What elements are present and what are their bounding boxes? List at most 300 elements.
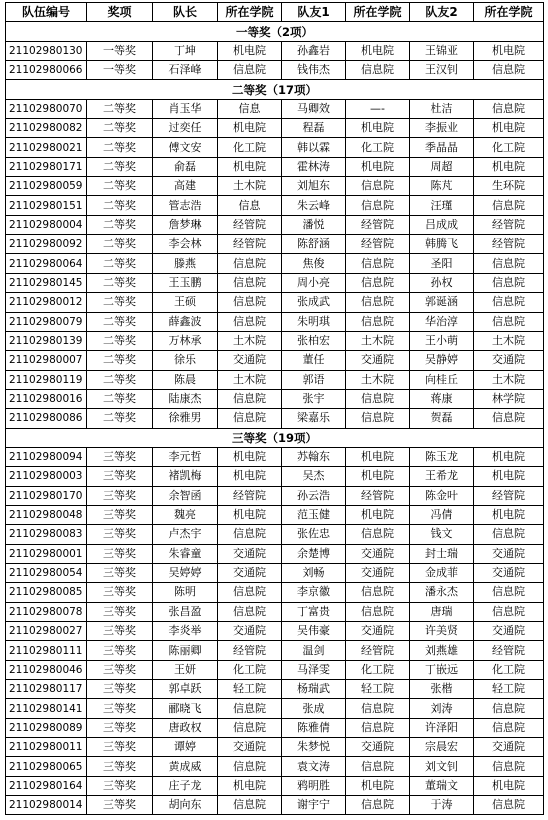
cell-member-2: 冯倩 — [410, 505, 474, 524]
cell-member-1: 吴杰 — [282, 467, 346, 486]
cell-captain-college: 信息院 — [218, 718, 282, 737]
cell-member-2-college: 信息院 — [474, 718, 544, 737]
cell-award: 三等奖 — [87, 505, 153, 524]
cell-member-2: 张楷 — [410, 680, 474, 699]
cell-member-1-college: 信息院 — [346, 389, 410, 408]
table-body — [6, 22, 544, 815]
table-row — [6, 544, 544, 563]
cell-captain: 魏亮 — [153, 505, 218, 524]
table-row — [6, 505, 544, 524]
table-row — [6, 563, 544, 582]
cell-captain-college: 机电院 — [218, 776, 282, 795]
table-row — [6, 525, 544, 544]
cell-member-1-college: 交通院 — [346, 738, 410, 757]
cell-member-1: 余楚博 — [282, 544, 346, 563]
cell-captain-college: 信息院 — [218, 389, 282, 408]
cell-member-2: 陈金叶 — [410, 486, 474, 505]
table-row — [6, 99, 544, 118]
cell-team-id: 21102980059 — [6, 177, 87, 196]
cell-member-1-college: 机电院 — [346, 505, 410, 524]
header-row — [6, 3, 544, 22]
cell-captain: 郭卓跃 — [153, 680, 218, 699]
cell-captain: 詹梦琳 — [153, 215, 218, 234]
cell-award: 二等奖 — [87, 119, 153, 138]
header-team-id: 队伍编号 — [6, 3, 87, 22]
cell-member-1: 刘畅 — [282, 563, 346, 582]
cell-member-1: 朱明琪 — [282, 312, 346, 331]
cell-member-2-college: 机电院 — [474, 505, 544, 524]
table-row — [6, 331, 544, 350]
cell-captain-college: 信息院 — [218, 757, 282, 776]
cell-member-2-college: 土木院 — [474, 331, 544, 350]
cell-team-id: 21102980119 — [6, 370, 87, 389]
cell-captain: 陈晨 — [153, 370, 218, 389]
cell-award: 三等奖 — [87, 699, 153, 718]
cell-team-id: 21102980046 — [6, 660, 87, 679]
cell-member-2: 钱文 — [410, 525, 474, 544]
table-row — [6, 409, 544, 428]
section-title: 一等奖（2项） — [6, 22, 544, 41]
cell-award: 三等奖 — [87, 738, 153, 757]
cell-captain-college: 信息院 — [218, 583, 282, 602]
cell-member-2: 吕成成 — [410, 215, 474, 234]
cell-member-1-college: 土木院 — [346, 331, 410, 350]
cell-award: 三等奖 — [87, 660, 153, 679]
cell-team-id: 21102980066 — [6, 61, 87, 80]
cell-captain-college: 机电院 — [218, 157, 282, 176]
cell-member-1-college: 机电院 — [346, 41, 410, 60]
cell-award: 三等奖 — [87, 680, 153, 699]
cell-award: 二等奖 — [87, 157, 153, 176]
cell-captain-college: 信息院 — [218, 312, 282, 331]
header-member-2-college: 所在学院 — [474, 3, 544, 22]
cell-member-2: 宗晨宏 — [410, 738, 474, 757]
cell-captain: 丁坤 — [153, 41, 218, 60]
cell-member-2-college: 信息院 — [474, 796, 544, 815]
cell-captain-college: 机电院 — [218, 41, 282, 60]
table-row — [6, 447, 544, 466]
section-header-row — [6, 80, 544, 99]
table-row — [6, 389, 544, 408]
cell-member-1-college: 信息院 — [346, 409, 410, 428]
cell-captain: 李会林 — [153, 235, 218, 254]
cell-member-2-college: 信息院 — [474, 602, 544, 621]
cell-captain-college: 信息院 — [218, 254, 282, 273]
table-row — [6, 738, 544, 757]
table-row — [6, 602, 544, 621]
cell-captain-college: 交通院 — [218, 622, 282, 641]
cell-award: 三等奖 — [87, 622, 153, 641]
cell-captain: 黄成威 — [153, 757, 218, 776]
cell-award: 二等奖 — [87, 312, 153, 331]
cell-member-2: 汪瑾 — [410, 196, 474, 215]
cell-captain: 吴婷婷 — [153, 563, 218, 582]
cell-member-2: 于涛 — [410, 796, 474, 815]
cell-captain: 过奕任 — [153, 119, 218, 138]
cell-captain: 卢杰宇 — [153, 525, 218, 544]
award-list — [5, 2, 544, 815]
cell-award: 三等奖 — [87, 583, 153, 602]
cell-team-id: 21102980083 — [6, 525, 87, 544]
cell-captain: 唐政权 — [153, 718, 218, 737]
cell-member-2: 吴静婷 — [410, 351, 474, 370]
cell-captain: 徐雅男 — [153, 409, 218, 428]
cell-captain-college: 机电院 — [218, 505, 282, 524]
cell-member-1: 陈舒涵 — [282, 235, 346, 254]
cell-member-1: 梁嘉乐 — [282, 409, 346, 428]
cell-award: 三等奖 — [87, 563, 153, 582]
cell-team-id: 21102980139 — [6, 331, 87, 350]
table-row — [6, 215, 544, 234]
header-award: 奖项 — [87, 3, 153, 22]
cell-member-2: 唐瑞 — [410, 602, 474, 621]
cell-captain: 陈丽卿 — [153, 641, 218, 660]
table-row — [6, 641, 544, 660]
cell-team-id: 21102980082 — [6, 119, 87, 138]
cell-member-1-college: 信息院 — [346, 757, 410, 776]
cell-member-1: 朱梦悦 — [282, 738, 346, 757]
cell-team-id: 21102980089 — [6, 718, 87, 737]
cell-member-1: 陈雅倩 — [282, 718, 346, 737]
cell-team-id: 21102980007 — [6, 351, 87, 370]
cell-member-1: 刘旭东 — [282, 177, 346, 196]
cell-member-2: 封士瑞 — [410, 544, 474, 563]
cell-member-1-college: 交通院 — [346, 622, 410, 641]
cell-team-id: 21102980001 — [6, 544, 87, 563]
table-row — [6, 351, 544, 370]
cell-member-2-college: 信息院 — [474, 254, 544, 273]
cell-award: 三等奖 — [87, 641, 153, 660]
cell-award: 二等奖 — [87, 235, 153, 254]
section-header-row — [6, 22, 544, 41]
table-row — [6, 660, 544, 679]
cell-team-id: 21102980111 — [6, 641, 87, 660]
table-row — [6, 41, 544, 60]
cell-member-1-college: 信息院 — [346, 699, 410, 718]
cell-member-1: 孙鑫岩 — [282, 41, 346, 60]
cell-captain-college: 土木院 — [218, 177, 282, 196]
cell-member-1-college: 经管院 — [346, 486, 410, 505]
header-member-1-college: 所在学院 — [346, 3, 410, 22]
cell-member-2: 陈芃 — [410, 177, 474, 196]
cell-team-id: 21102980016 — [6, 389, 87, 408]
cell-member-1: 董任 — [282, 351, 346, 370]
cell-member-2-college: 经管院 — [474, 215, 544, 234]
cell-member-2-college: 信息院 — [474, 196, 544, 215]
cell-member-2-college: 信息院 — [474, 312, 544, 331]
cell-member-1-college: 信息院 — [346, 61, 410, 80]
cell-award: 一等奖 — [87, 61, 153, 80]
cell-team-id: 21102980027 — [6, 622, 87, 641]
cell-member-1: 马泽雯 — [282, 660, 346, 679]
table-row — [6, 61, 544, 80]
cell-member-2-college: 化工院 — [474, 138, 544, 157]
cell-captain-college: 交通院 — [218, 738, 282, 757]
cell-member-2-college: 机电院 — [474, 157, 544, 176]
cell-member-1: 马卿效 — [282, 99, 346, 118]
cell-captain: 徐乐 — [153, 351, 218, 370]
cell-team-id: 21102980085 — [6, 583, 87, 602]
table-row — [6, 138, 544, 157]
section-title: 二等奖（17项） — [6, 80, 544, 99]
cell-award: 二等奖 — [87, 215, 153, 234]
section-header-row — [6, 428, 544, 447]
cell-captain-college: 信息 — [218, 196, 282, 215]
cell-captain: 傅文安 — [153, 138, 218, 157]
cell-team-id: 21102980170 — [6, 486, 87, 505]
cell-captain-college: 机电院 — [218, 447, 282, 466]
cell-member-1-college: 信息院 — [346, 583, 410, 602]
cell-member-1-college: 经管院 — [346, 235, 410, 254]
cell-member-2: 王汉钊 — [410, 61, 474, 80]
cell-member-2-college: 土木院 — [474, 370, 544, 389]
table-row — [6, 177, 544, 196]
cell-captain: 管志浩 — [153, 196, 218, 215]
cell-member-1-college: 化工院 — [346, 660, 410, 679]
cell-member-2-college: 信息院 — [474, 99, 544, 118]
cell-member-2-college: 经管院 — [474, 235, 544, 254]
cell-member-2: 丁嵌远 — [410, 660, 474, 679]
cell-member-1: 张佐忠 — [282, 525, 346, 544]
cell-award: 二等奖 — [87, 177, 153, 196]
cell-captain-college: 经管院 — [218, 641, 282, 660]
cell-captain-college: 化工院 — [218, 138, 282, 157]
cell-member-1: 朱云峰 — [282, 196, 346, 215]
cell-member-1: 袁文涛 — [282, 757, 346, 776]
cell-captain: 朱睿童 — [153, 544, 218, 563]
cell-member-2: 孙权 — [410, 273, 474, 292]
cell-member-1: 周小亮 — [282, 273, 346, 292]
cell-captain: 谭婷 — [153, 738, 218, 757]
cell-award: 二等奖 — [87, 409, 153, 428]
cell-award: 二等奖 — [87, 196, 153, 215]
cell-member-1-college: 经管院 — [346, 641, 410, 660]
cell-member-2: 董瑞文 — [410, 776, 474, 795]
cell-member-1-college: 信息院 — [346, 525, 410, 544]
cell-member-2: 王锦亚 — [410, 41, 474, 60]
award-table — [5, 2, 544, 815]
cell-member-2-college: 经管院 — [474, 486, 544, 505]
cell-captain: 王妍 — [153, 660, 218, 679]
cell-member-2: 华治淳 — [410, 312, 474, 331]
cell-award: 三等奖 — [87, 718, 153, 737]
cell-member-1: 杨瑞武 — [282, 680, 346, 699]
cell-member-1: 程磊 — [282, 119, 346, 138]
cell-award: 三等奖 — [87, 796, 153, 815]
cell-member-1: 张成武 — [282, 293, 346, 312]
cell-member-2-college: 经管院 — [474, 641, 544, 660]
cell-member-1: 苏翰东 — [282, 447, 346, 466]
cell-award: 三等奖 — [87, 467, 153, 486]
cell-captain: 余智函 — [153, 486, 218, 505]
cell-member-1-college: 土木院 — [346, 370, 410, 389]
section-title: 三等奖（19项） — [6, 428, 544, 447]
cell-award: 三等奖 — [87, 602, 153, 621]
cell-member-2: 季晶晶 — [410, 138, 474, 157]
cell-member-2: 许泽阳 — [410, 718, 474, 737]
cell-captain-college: 土木院 — [218, 331, 282, 350]
cell-team-id: 21102980070 — [6, 99, 87, 118]
cell-member-1-college: 信息院 — [346, 293, 410, 312]
cell-captain-college: 信息院 — [218, 409, 282, 428]
cell-member-2-college: 信息院 — [474, 525, 544, 544]
cell-member-2-college: 信息院 — [474, 409, 544, 428]
header-captain: 队长 — [153, 3, 218, 22]
cell-captain: 王玉鹏 — [153, 273, 218, 292]
cell-member-1-college: 轻工院 — [346, 680, 410, 699]
cell-team-id: 21102980145 — [6, 273, 87, 292]
table-row — [6, 486, 544, 505]
cell-member-1-college: 机电院 — [346, 157, 410, 176]
cell-captain-college: 机电院 — [218, 467, 282, 486]
cell-member-1-college: 机电院 — [346, 119, 410, 138]
cell-member-2-college: 交通院 — [474, 544, 544, 563]
table-row — [6, 776, 544, 795]
cell-captain: 张昌盈 — [153, 602, 218, 621]
cell-captain-college: 信息院 — [218, 293, 282, 312]
cell-award: 三等奖 — [87, 757, 153, 776]
table-row — [6, 254, 544, 273]
cell-member-2-college: 机电院 — [474, 119, 544, 138]
cell-captain-college: 交通院 — [218, 351, 282, 370]
cell-team-id: 21102980117 — [6, 680, 87, 699]
cell-member-2: 杜洁 — [410, 99, 474, 118]
cell-member-2: 蒋康 — [410, 389, 474, 408]
cell-captain-college: 交通院 — [218, 544, 282, 563]
cell-member-2: 刘文钊 — [410, 757, 474, 776]
cell-member-1: 霍林涛 — [282, 157, 346, 176]
cell-member-2-college: 信息院 — [474, 583, 544, 602]
cell-team-id: 21102980164 — [6, 776, 87, 795]
cell-team-id: 21102980021 — [6, 138, 87, 157]
cell-member-1-college: 机电院 — [346, 447, 410, 466]
cell-member-2-college: 信息院 — [474, 61, 544, 80]
cell-member-1-college: 经管院 — [346, 215, 410, 234]
cell-member-2-college: 生环院 — [474, 177, 544, 196]
cell-member-1-college: —- — [346, 99, 410, 118]
cell-captain-college: 信息院 — [218, 525, 282, 544]
cell-captain-college: 化工院 — [218, 660, 282, 679]
cell-captain: 胡向东 — [153, 796, 218, 815]
cell-team-id: 21102980171 — [6, 157, 87, 176]
cell-award: 二等奖 — [87, 370, 153, 389]
cell-team-id: 21102980092 — [6, 235, 87, 254]
cell-captain-college: 轻工院 — [218, 680, 282, 699]
cell-team-id: 21102980151 — [6, 196, 87, 215]
cell-member-1-college: 信息院 — [346, 177, 410, 196]
cell-member-2: 周超 — [410, 157, 474, 176]
cell-captain-college: 信息院 — [218, 602, 282, 621]
table-row — [6, 718, 544, 737]
cell-member-2: 陈玉龙 — [410, 447, 474, 466]
cell-member-2-college: 信息院 — [474, 273, 544, 292]
table-row — [6, 796, 544, 815]
cell-captain-college: 信息 — [218, 99, 282, 118]
cell-captain: 庄子龙 — [153, 776, 218, 795]
cell-award: 三等奖 — [87, 544, 153, 563]
cell-member-1: 吴伟豪 — [282, 622, 346, 641]
cell-captain: 李元哲 — [153, 447, 218, 466]
cell-captain-college: 信息院 — [218, 273, 282, 292]
cell-member-1: 焦俊 — [282, 254, 346, 273]
cell-award: 二等奖 — [87, 331, 153, 350]
cell-member-1: 谢宇宁 — [282, 796, 346, 815]
cell-captain: 滕燕 — [153, 254, 218, 273]
cell-member-1: 丁富贵 — [282, 602, 346, 621]
table-row — [6, 757, 544, 776]
cell-team-id: 21102980003 — [6, 467, 87, 486]
cell-member-2: 王小萌 — [410, 331, 474, 350]
cell-team-id: 21102980079 — [6, 312, 87, 331]
table-row — [6, 699, 544, 718]
cell-team-id: 21102980011 — [6, 738, 87, 757]
table-row — [6, 467, 544, 486]
table-row — [6, 273, 544, 292]
cell-captain: 陆康杰 — [153, 389, 218, 408]
header-member-1: 队友1 — [282, 3, 346, 22]
cell-member-1: 潘悦 — [282, 215, 346, 234]
cell-member-2: 韩腾飞 — [410, 235, 474, 254]
cell-member-2: 许美贤 — [410, 622, 474, 641]
cell-award: 二等奖 — [87, 254, 153, 273]
cell-captain-college: 信息院 — [218, 699, 282, 718]
cell-member-1: 李京徽 — [282, 583, 346, 602]
cell-member-1-college: 信息院 — [346, 273, 410, 292]
cell-team-id: 21102980141 — [6, 699, 87, 718]
cell-member-1: 孙云浩 — [282, 486, 346, 505]
cell-member-1-college: 机电院 — [346, 467, 410, 486]
header-captain-college: 所在学院 — [218, 3, 282, 22]
cell-member-2: 贺磊 — [410, 409, 474, 428]
cell-captain: 万林承 — [153, 331, 218, 350]
table-row — [6, 680, 544, 699]
cell-captain: 褚凯梅 — [153, 467, 218, 486]
table-row — [6, 622, 544, 641]
cell-member-1: 韩以霖 — [282, 138, 346, 157]
cell-team-id: 21102980014 — [6, 796, 87, 815]
cell-member-1-college: 化工院 — [346, 138, 410, 157]
cell-member-1-college: 信息院 — [346, 602, 410, 621]
cell-member-2: 圣阳 — [410, 254, 474, 273]
cell-member-2-college: 机电院 — [474, 41, 544, 60]
cell-member-2: 郭诞涵 — [410, 293, 474, 312]
cell-member-2: 李振业 — [410, 119, 474, 138]
cell-team-id: 21102980054 — [6, 563, 87, 582]
cell-member-2-college: 信息院 — [474, 699, 544, 718]
cell-captain: 石泽峰 — [153, 61, 218, 80]
cell-team-id: 21102980094 — [6, 447, 87, 466]
cell-member-2-college: 信息院 — [474, 293, 544, 312]
cell-member-2-college: 机电院 — [474, 776, 544, 795]
cell-award: 三等奖 — [87, 447, 153, 466]
cell-captain-college: 机电院 — [218, 119, 282, 138]
cell-member-2-college: 交通院 — [474, 563, 544, 582]
cell-member-2-college: 信息院 — [474, 757, 544, 776]
cell-member-1-college: 交通院 — [346, 563, 410, 582]
cell-member-2-college: 交通院 — [474, 738, 544, 757]
cell-captain: 王硕 — [153, 293, 218, 312]
cell-captain: 陈明 — [153, 583, 218, 602]
cell-captain-college: 经管院 — [218, 486, 282, 505]
cell-member-2-college: 机电院 — [474, 447, 544, 466]
cell-member-1-college: 信息院 — [346, 254, 410, 273]
cell-captain: 薛鑫波 — [153, 312, 218, 331]
cell-award: 一等奖 — [87, 41, 153, 60]
table-row — [6, 119, 544, 138]
cell-captain-college: 交通院 — [218, 563, 282, 582]
header-member-2: 队友2 — [410, 3, 474, 22]
cell-captain: 李炎举 — [153, 622, 218, 641]
